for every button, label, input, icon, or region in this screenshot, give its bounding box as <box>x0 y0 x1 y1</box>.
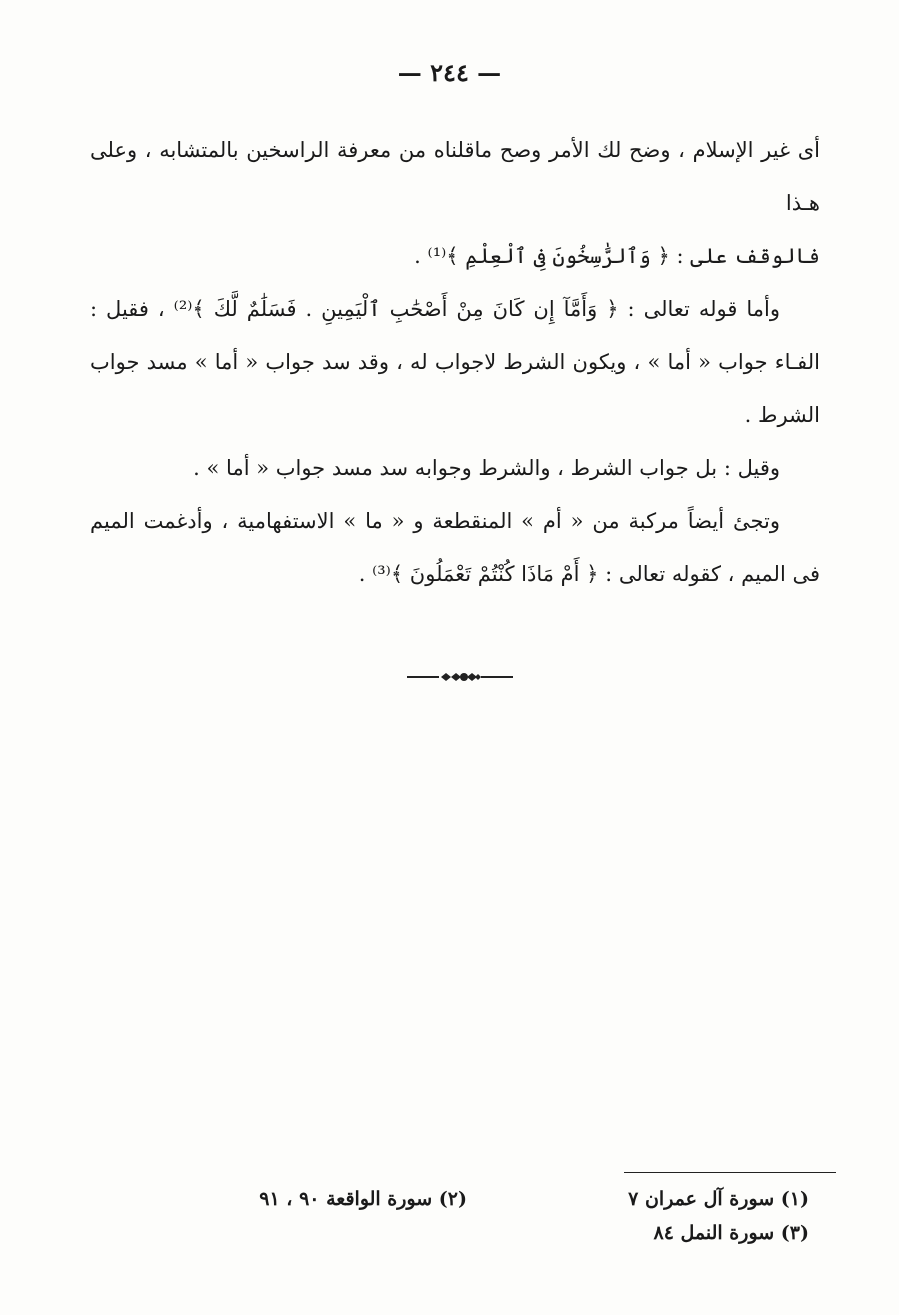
footnote-1: (١) سورة آل عمران ٧ <box>628 1188 809 1210</box>
section-divider-ornament <box>405 663 515 691</box>
paragraph-3: وقيل : بل جواب الشرط ، والشرط وجوابه سد مسد جواب « أما » . <box>193 456 780 480</box>
footnote-2: (٢) سورة الواقعة ٩٠ ، ٩١ <box>259 1188 467 1210</box>
footnote-3: (٣) سورة النمل ٨٤ <box>653 1222 809 1244</box>
paragraph-1-line-2: فالوقف على : ﴿ وَٱلرَّٰسِخُونَ فِى ٱلْعِلْمِ ﴾⁽¹⁾ . <box>414 244 820 268</box>
page-number: — ٢٤٤ — <box>397 58 502 87</box>
paragraph-4: وتجئ أيضاً مركبة من « أم » المنقطعة و « ما » الاستفهامية ، وأدغمت الميم فى الميم ، كقوله تعالى : ﴿ أَمْ مَاذَا كُنْتُمْ تَعْمَلُونَ ﴾⁽³⁾ . <box>90 509 820 586</box>
paragraph-2: وأما قوله تعالى : ﴿ وَأَمَّآ إِن كَانَ مِنْ أَصْحَٰبِ ٱلْيَمِينِ . فَسَلَٰمٌ لَّكَ ﴾⁽²⁾ ، فقيل : الفـاء جواب « أما » ، ويكون الشرط لاجواب له ، وقد سد جواب « أما » مسد جواب الشرط . <box>90 297 820 427</box>
body-text <box>90 124 820 601</box>
footnote-separator <box>624 1172 836 1173</box>
paragraph-1-line-1: أى غير الإسلام ، وضح لك الأمر وصح ماقلناه من معرفة الراسخين بالمتشابه ، وعلى هـذا <box>90 138 820 215</box>
